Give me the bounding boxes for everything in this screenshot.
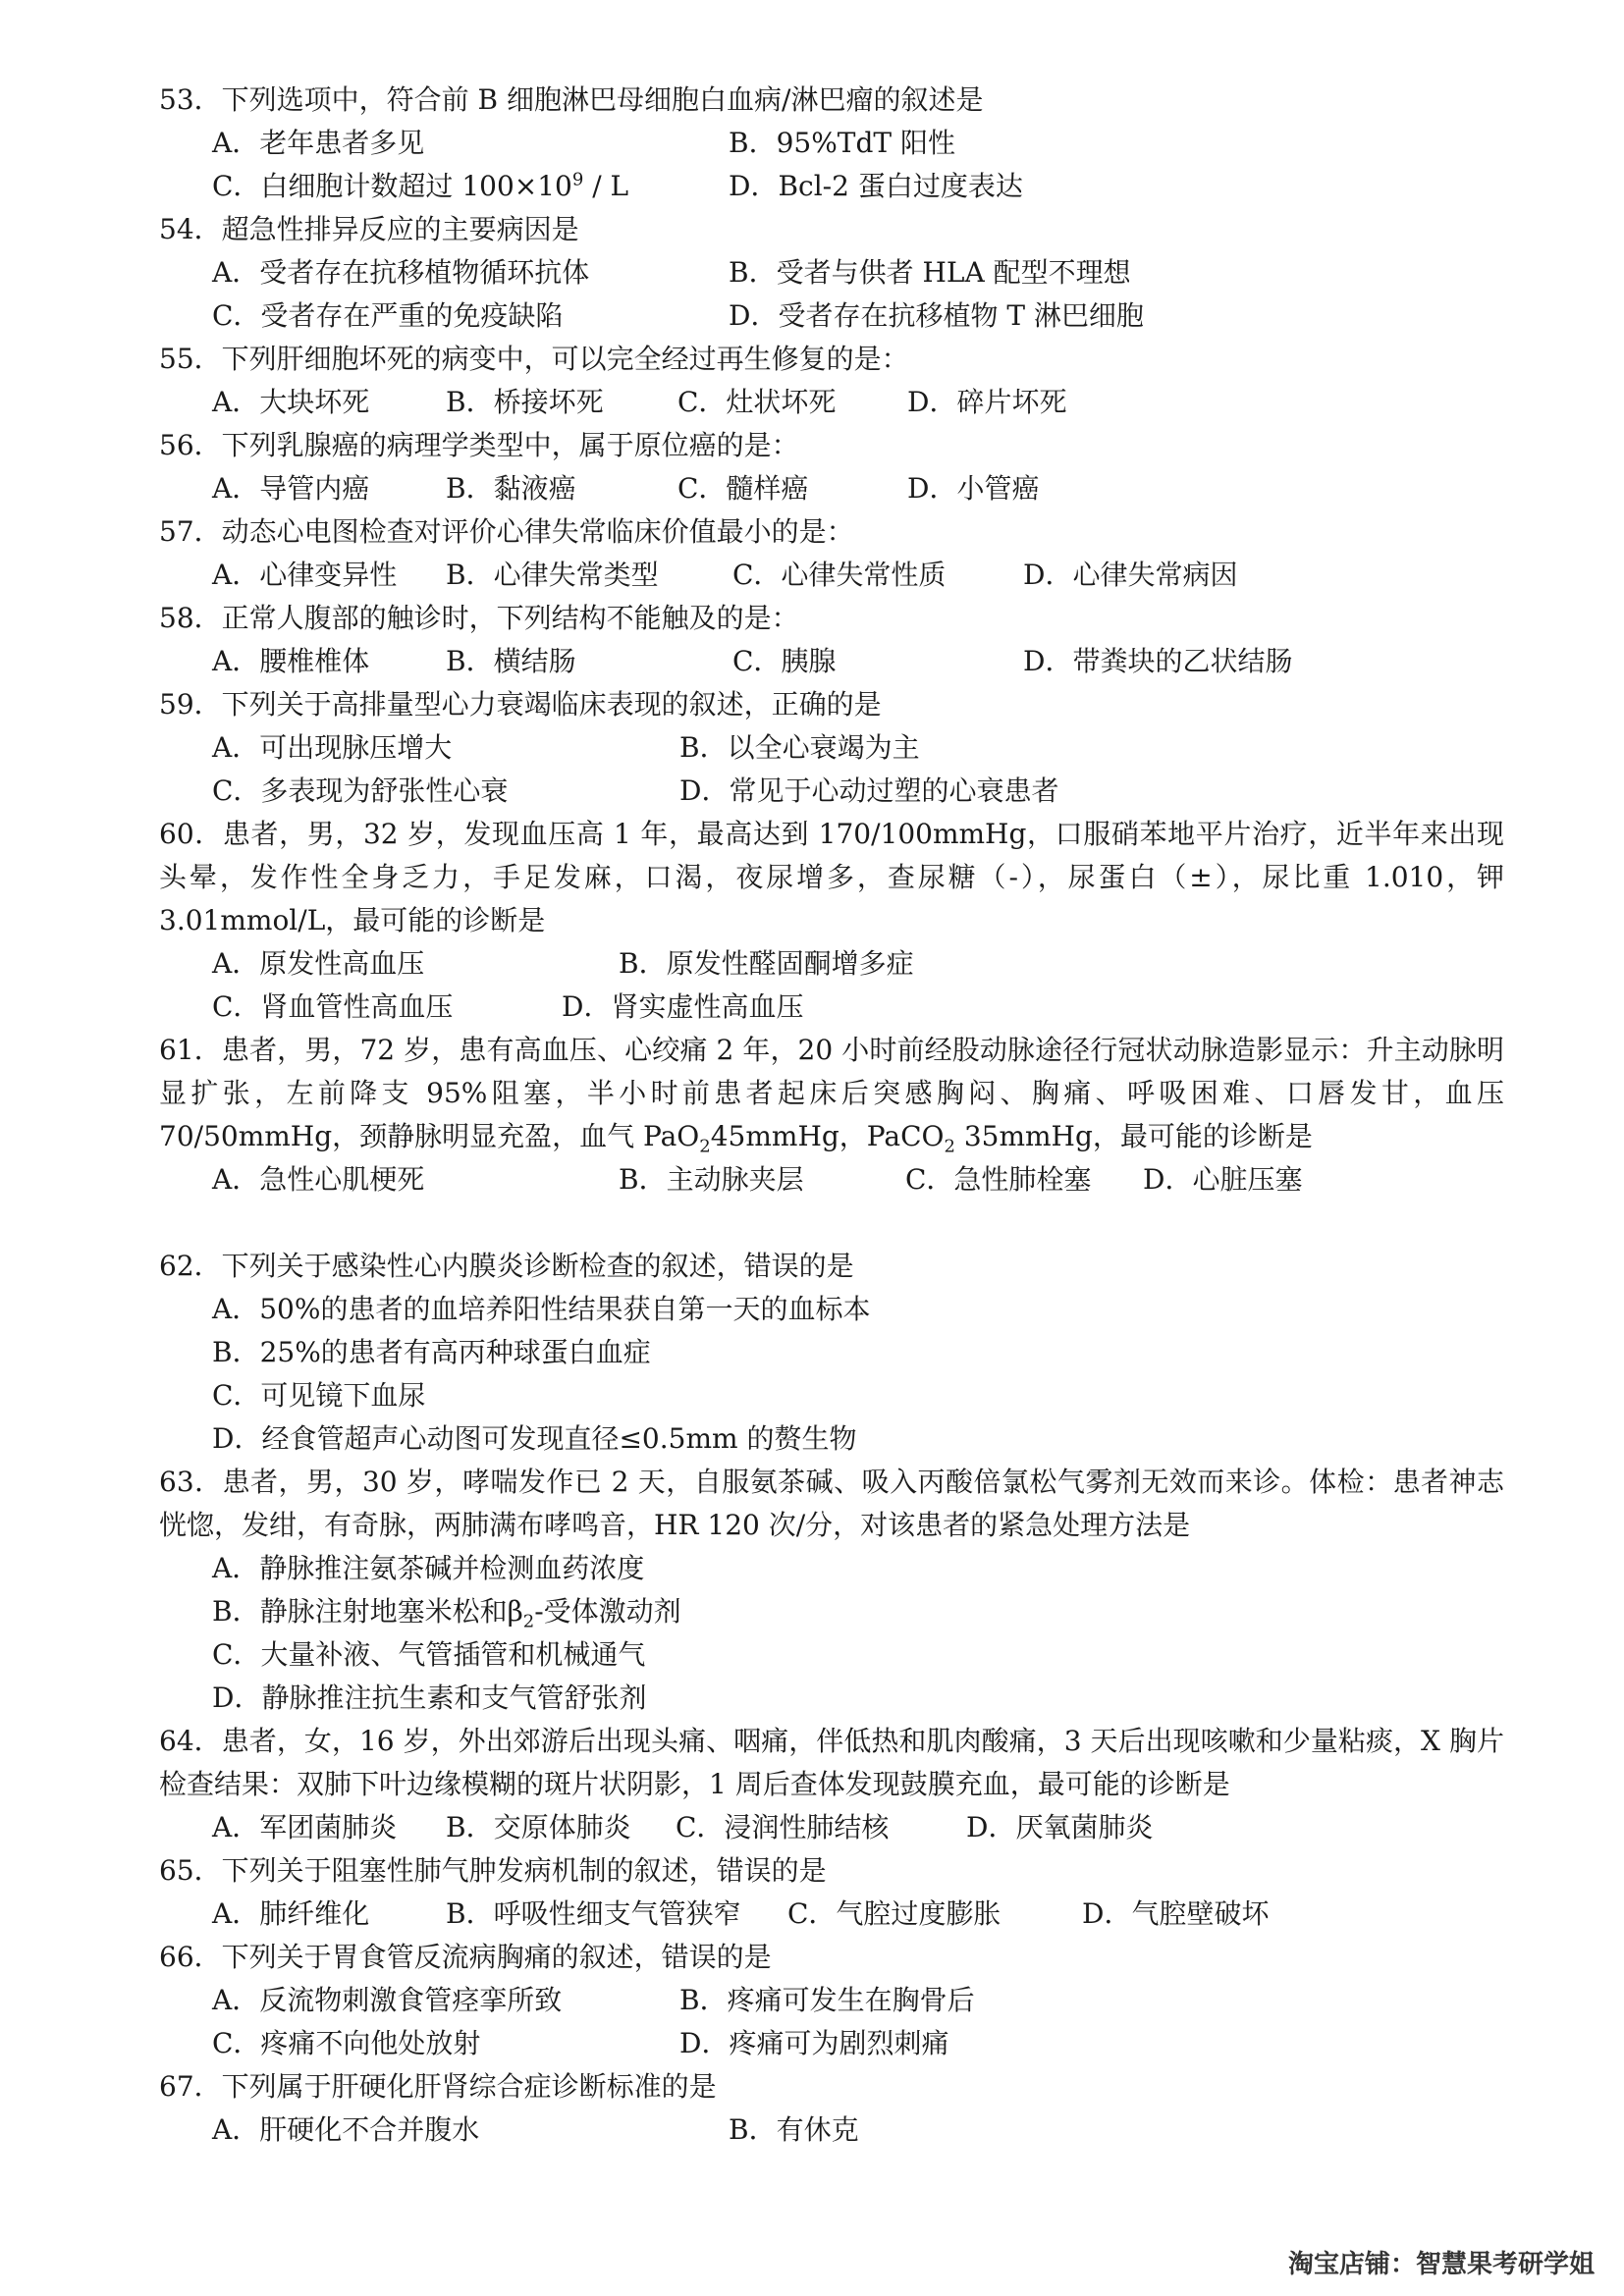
option-b: B．心律失常类型 xyxy=(446,559,659,591)
option-d: D．心脏压塞 xyxy=(1143,1163,1303,1196)
option-d: D．受者存在抗移植物 T 淋巴细胞 xyxy=(729,299,1144,332)
option-c: C．可见镜下血尿 xyxy=(212,1379,426,1412)
question-stem: 65．下列关于阻塞性肺气肿发病机制的叙述，错误的是 xyxy=(159,1854,827,1887)
option-b: B．95%TdT 阳性 xyxy=(729,127,955,159)
option-c: C．大量补液、气管插管和机械通气 xyxy=(212,1638,646,1671)
option-b: B．受者与供者 HLA 配型不理想 xyxy=(729,256,1131,289)
option-row xyxy=(159,165,1504,208)
option-b: B．横结肠 xyxy=(446,645,576,677)
option-a: A．原发性高血压 xyxy=(212,947,425,980)
question-67 xyxy=(159,2065,1504,2152)
question-57 xyxy=(159,510,1504,597)
option-row xyxy=(159,294,1504,338)
option-d: D．肾实虚性高血压 xyxy=(562,990,804,1023)
question-62 xyxy=(159,1245,1504,1461)
option-a: A．急性心肌梗死 xyxy=(212,1163,425,1196)
question-stem: 64．患者，女，16 岁，外出郊游后出现头痛、咽痛，伴低热和肌肉酸痛，3 天后出现咳嗽和少量粘痰，X 胸片检查结果：双肺下叶边缘模糊的斑片状阴影，1 周后查体发现鼓膜充血，最可能的诊断是 xyxy=(159,1725,1504,1800)
option-row xyxy=(159,726,1504,770)
question-stem: 53．下列选项中，符合前 B 细胞淋巴母细胞白血病/淋巴瘤的叙述是 xyxy=(159,83,984,116)
option-d: D．疼痛可为剧烈刺痛 xyxy=(679,2027,949,2059)
option-d: D．带粪块的乙状结肠 xyxy=(1023,645,1293,677)
option-row xyxy=(159,1979,1504,2022)
question-53 xyxy=(159,79,1504,208)
option-row xyxy=(159,381,1504,424)
question-stem: 55．下列肝细胞坏死的病变中，可以完全经过再生修复的是： xyxy=(159,343,909,375)
option-row xyxy=(159,2109,1504,2152)
question-56 xyxy=(159,424,1504,510)
question-60 xyxy=(159,813,1504,1029)
option-d: D．厌氧菌肺炎 xyxy=(966,1811,1154,1843)
option-row xyxy=(159,1158,1504,1201)
option-c: C．白细胞计数超过 $100\times 10^9 / L$ xyxy=(212,169,629,202)
option-c: C．心律失常性质 xyxy=(732,559,947,591)
question-stem: 62．下列关于感染性心内膜炎诊断检查的叙述，错误的是 xyxy=(159,1250,854,1282)
question-63 xyxy=(159,1461,1504,1720)
option-a: A．受者存在抗移植物循环抗体 xyxy=(212,256,590,289)
option-d: D．心律失常病因 xyxy=(1023,559,1238,591)
option-b: B．25%的患者有高丙种球蛋白血症 xyxy=(212,1336,651,1368)
option-a: A．大块坏死 xyxy=(212,386,370,418)
option-row xyxy=(159,1806,1504,1849)
question-58 xyxy=(159,597,1504,683)
option-c: C．急性肺栓塞 xyxy=(905,1163,1092,1196)
option-row xyxy=(159,770,1504,813)
option-row xyxy=(159,986,1504,1029)
option-c: C．受者存在严重的免疫缺陷 xyxy=(212,299,564,332)
option-b: B．呼吸性细支气管狭窄 xyxy=(446,1897,741,1930)
option-a: A．50%的患者的血培养阳性结果获自第一天的血标本 xyxy=(212,1293,871,1325)
question-55 xyxy=(159,338,1504,424)
option-row xyxy=(159,1893,1504,1936)
option-row xyxy=(159,640,1504,683)
question-65 xyxy=(159,1849,1504,1936)
option-b: B．黏液癌 xyxy=(446,472,576,505)
option-row xyxy=(159,251,1504,294)
option-d: D．Bcl-2 蛋白过度表达 xyxy=(729,170,1023,202)
option-row xyxy=(159,2022,1504,2065)
option-b: B．原发性醛固酮增多症 xyxy=(619,947,914,980)
option-row xyxy=(159,467,1504,510)
question-stem: 54．超急性排异反应的主要病因是 xyxy=(159,213,579,245)
option-a: A．反流物刺激食管痉挛所致 xyxy=(212,1984,563,2016)
question-stem: 57．动态心电图检查对评价心律失常临床价值最小的是： xyxy=(159,515,854,548)
question-61 xyxy=(159,1029,1504,1201)
question-stem: 66．下列关于胃食管反流病胸痛的叙述，错误的是 xyxy=(159,1941,772,1973)
question-64 xyxy=(159,1720,1504,1849)
question-stem: 59．下列关于高排量型心力衰竭临床表现的叙述，正确的是 xyxy=(159,688,882,721)
option-row xyxy=(159,942,1504,986)
option-c: C．灶状坏死 xyxy=(677,386,837,418)
option-a: A．肝硬化不合并腹水 xyxy=(212,2113,480,2146)
option-row xyxy=(159,554,1504,597)
option-a: A．老年患者多见 xyxy=(212,127,425,159)
question-stem: 63．患者，男，30 岁，哮喘发作已 2 天，自服氨茶碱、吸入丙酸倍氯松气雾剂无效而来诊。体检：患者神志恍惚，发绀，有奇脉，两肺满布哮鸣音，HR 120 次/分，对该患者的紧急处理方法是 xyxy=(159,1466,1504,1541)
option-a: A．军团菌肺炎 xyxy=(212,1811,398,1843)
question-stem: 56．下列乳腺癌的病理学类型中，属于原位癌的是： xyxy=(159,429,799,461)
option-b: B．以全心衰竭为主 xyxy=(679,731,920,764)
option-b: B．桥接坏死 xyxy=(446,386,604,418)
shop-watermark: 淘宝店铺：智慧果考研学姐 xyxy=(1287,2250,1595,2279)
option-d: D．常见于心动过塑的心衰患者 xyxy=(679,774,1059,807)
option-a: A．肺纤维化 xyxy=(212,1897,370,1930)
option-a: A．可出现脉压增大 xyxy=(212,731,453,764)
question-54 xyxy=(159,208,1504,338)
option-a: A．腰椎椎体 xyxy=(212,645,370,677)
option-a: A．静脉推注氨茶碱并检测血药浓度 xyxy=(212,1552,645,1584)
question-stem: 61．患者，男，72 岁，患有高血压、心绞痛 2 年，20 小时前经股动脉途径行冠状动脉造影显示：升主动脉明显扩张，左前降支 95%阻塞，半小时前患者起床后突感胸闷、胸痛、呼吸困难、口唇发甘，血压 70/50mmHg，颈静脉明显充盈，血气 PaO$_2$45mmHg，PaCO$_2$ 35mmHg，最可能的诊断是 xyxy=(159,1034,1504,1157)
question-59 xyxy=(159,683,1504,813)
option-b: B．静脉注射地塞米松和$\beta_2-$受体激动剂 xyxy=(212,1595,681,1632)
question-stem: 67．下列属于肝硬化肝肾综合症诊断标准的是 xyxy=(159,2070,717,2103)
option-a: A．导管内癌 xyxy=(212,472,370,505)
option-c: C．胰腺 xyxy=(732,645,837,677)
option-d: D．碎片坏死 xyxy=(907,386,1067,418)
option-c: C．肾血管性高血压 xyxy=(212,990,454,1023)
option-c: C．浸润性肺结核 xyxy=(676,1811,890,1843)
option-c: C．气腔过度膨胀 xyxy=(787,1897,1001,1930)
option-d: D．气腔壁破坏 xyxy=(1082,1897,1270,1930)
option-row xyxy=(159,122,1504,165)
option-d: D．小管癌 xyxy=(907,472,1040,505)
question-stem: 58．正常人腹部的触诊时，下列结构不能触及的是： xyxy=(159,602,799,634)
option-b: B．疼痛可发生在胸骨后 xyxy=(679,1984,975,2016)
option-b: B．主动脉夹层 xyxy=(619,1163,804,1196)
option-c: C．疼痛不向他处放射 xyxy=(212,2027,481,2059)
option-d: D．经食管超声心动图可发现直径≤0.5mm 的赘生物 xyxy=(212,1422,857,1455)
option-c: C．多表现为舒张性心衰 xyxy=(212,774,509,807)
option-b: B．交原体肺炎 xyxy=(446,1811,631,1843)
option-b: B．有休克 xyxy=(729,2113,859,2146)
question-66 xyxy=(159,1936,1504,2065)
option-c: C．髓样癌 xyxy=(677,472,809,505)
option-a: A．心律变异性 xyxy=(212,559,398,591)
option-d: D．静脉推注抗生素和支气管舒张剂 xyxy=(212,1682,647,1714)
question-stem: 60．患者，男，32 岁，发现血压高 1 年，最高达到 170/100mmHg，口服硝苯地平片治疗，近半年来出现头晕，发作性全身乏力，手足发麻，口渴，夜尿增多，查尿糖（-），尿蛋白（±），尿比重 1.010，钾 3.01mmol/L，最可能的诊断是 xyxy=(159,818,1504,936)
